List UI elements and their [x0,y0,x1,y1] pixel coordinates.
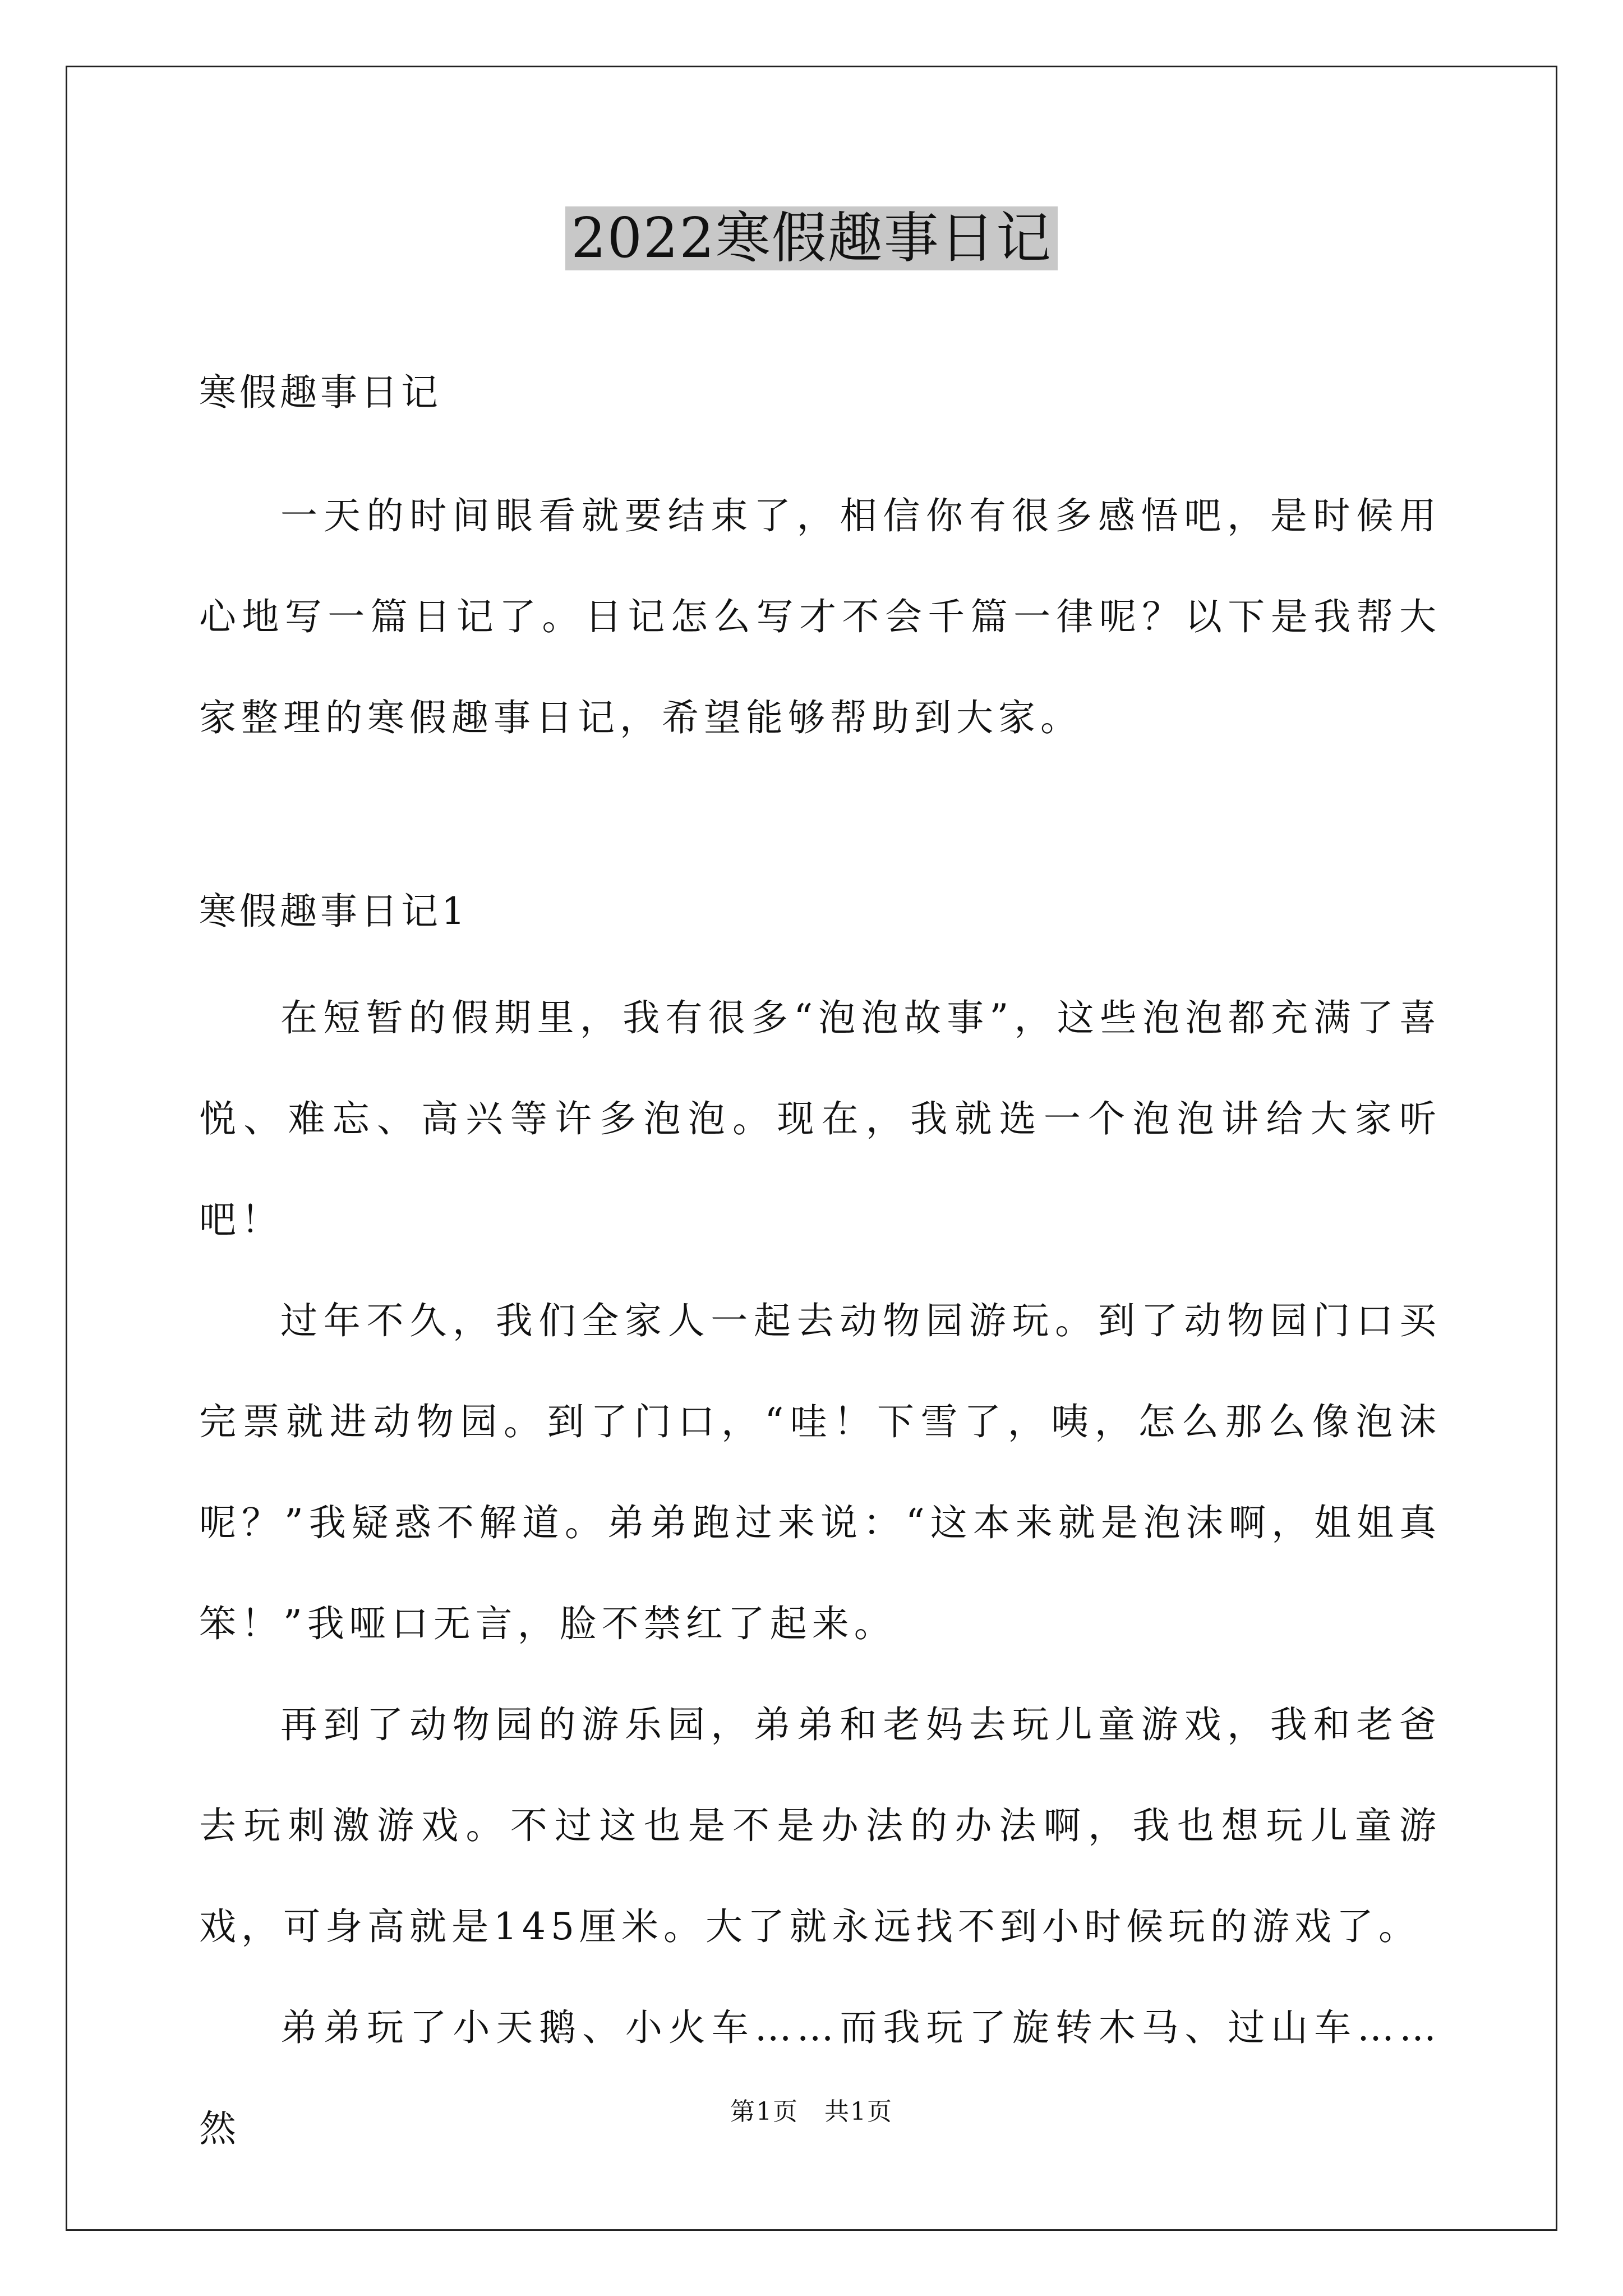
document-title-text: 2022寒假趣事日记 [565,206,1057,270]
body-paragraph-1: 在短暂的假期里，我有很多“泡泡故事”，这些泡泡都充满了喜悦、难忘、高兴等许多泡泡。现在，我就选一个泡泡讲给大家听吧！ [199,996,1441,1241]
spacer [199,443,1441,466]
body-paragraph-3: 再到了动物园的游乐园，弟弟和老妈去玩儿童游戏，我和老爸去玩刺激游戏。不过这也是不是办法的办法啊，我也想玩儿童游戏，可身高就是145厘米。大了就永远找不到小时候玩的游戏了。 [199,1703,1441,1948]
document-title [0,199,1623,278]
section-gap [199,769,1441,861]
intro-paragraph: 一天的时间眼看就要结束了，相信你有很多感悟吧，是时候用心地写一篇日记了。日记怎么写才不会千篇一律呢？以下是我帮大家整理的寒假趣事日记，希望能够帮助到大家。 [199,494,1441,739]
intro-heading: 寒假趣事日记 [199,371,441,414]
section-heading: 寒假趣事日记1 [199,890,468,933]
spacer [199,962,1441,968]
document-body [199,342,1441,2179]
body-paragraph-4: 弟弟玩了小天鹅、小火车……而我玩了旋转木马、过山车……然 [199,2006,1441,2150]
body-paragraph-2: 过年不久，我们全家人一起去动物园游玩。到了动物园门口买完票就进动物园。到了门口，“哇！下雪了，咦，怎么那么像泡沫呢？”我疑惑不解道。弟弟跑过来说：“这本来就是泡沫啊，姐姐真笨！”我哑口无言，脸不禁红了起来。 [199,1299,1441,1645]
page-footer: 第1页 共1页 [730,2097,893,2126]
